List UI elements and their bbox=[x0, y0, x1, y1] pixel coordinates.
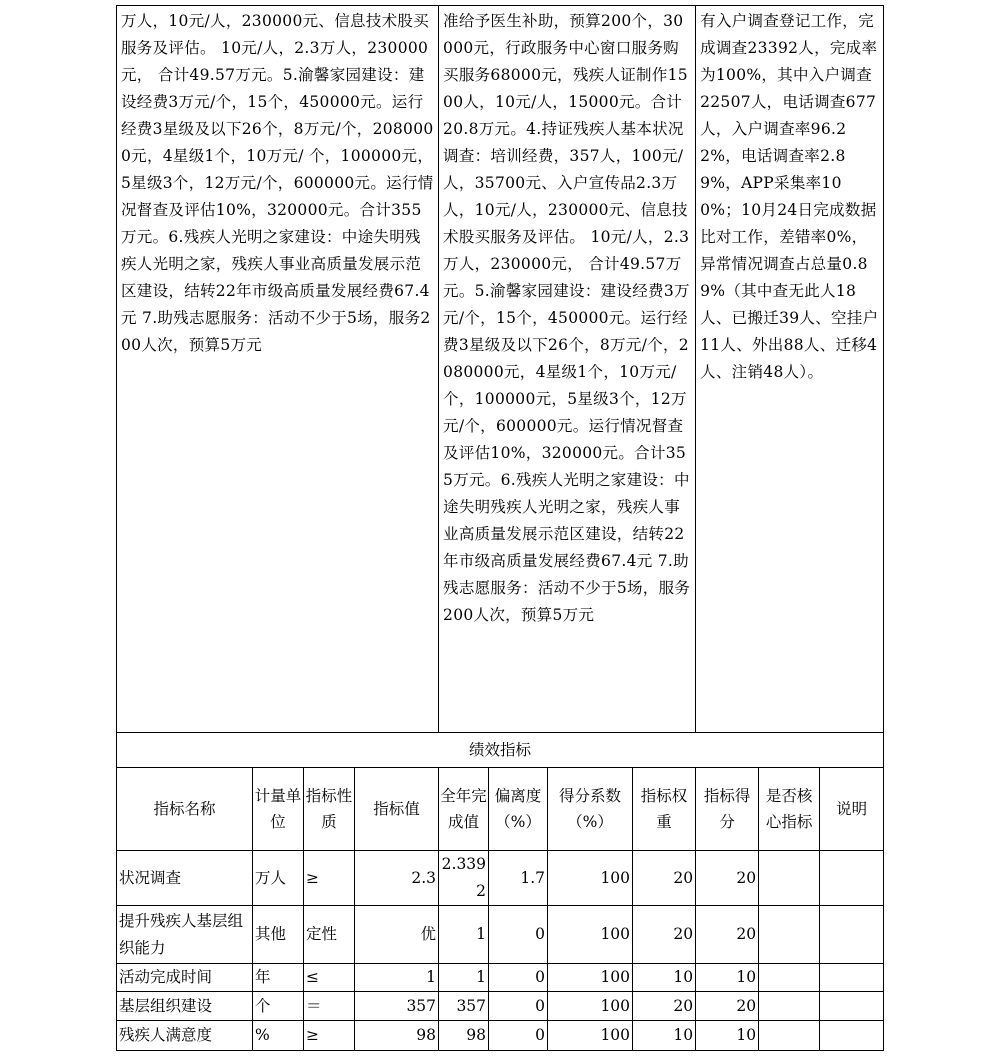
header-cell: 是否核心指标 bbox=[759, 768, 820, 851]
weight: 20 bbox=[633, 992, 696, 1021]
unit: % bbox=[253, 1021, 304, 1051]
score: 20 bbox=[696, 992, 759, 1021]
deviation: 0 bbox=[489, 906, 548, 964]
deviation: 0 bbox=[489, 964, 548, 992]
deviation: 0 bbox=[489, 1021, 548, 1051]
header-cell: 得分系数（%） bbox=[548, 768, 633, 851]
indicator-name: 提升残疾人基层组织能力 bbox=[117, 906, 253, 964]
score-coefficient: 100 bbox=[548, 851, 633, 906]
score: 20 bbox=[696, 851, 759, 906]
header-cell: 说明 bbox=[820, 768, 884, 851]
weight: 10 bbox=[633, 1021, 696, 1051]
score: 20 bbox=[696, 906, 759, 964]
table-row bbox=[117, 964, 884, 992]
nature: ≥ bbox=[304, 851, 355, 906]
header-cell: 计量单位 bbox=[253, 768, 304, 851]
unit: 其他 bbox=[253, 906, 304, 964]
nature: ≥ bbox=[304, 1021, 355, 1051]
header-cell: 全年完成值 bbox=[439, 768, 489, 851]
weight: 20 bbox=[633, 906, 696, 964]
header-cell: 指标值 bbox=[355, 768, 439, 851]
budget-text-col1: 万人，10元/人，230000元、信息技术股买服务及评估。 10元/人，2.3万人，230000元， 合计49.57万元。5.渝馨家园建设：建设经费3万元/个，15个，450000元。运行经费3星级及以下26个，8万元/个，2080000元，4星级1个，10万元/ 个，100000元，5星级3个，12万元/个，600000元。运行情况督查及评估10%，320000元。合计355万元。6.残疾人光明之家建设：中途失明残疾人光明之家，残疾人事业高质量发展示范区建设，结转22年市级高质量发展经费67.4元 7.助残志愿服务：活动不少于5场，服务200人次，预算5万元 bbox=[117, 6, 439, 733]
header-cell: 指标权重 bbox=[633, 768, 696, 851]
completion-text-col3: 有入户调查登记工作，完成调查23392人，完成率为100%，其中入户调查22507人，电话调查677人，入户调查率96.22%，电话调查率2.89%，APP采集率100%；10月24日完成数据比对工作，差错率0%，异常情况调查占总量0.89%（其中查无此人18人、已搬迁39人、空挂户11人、外出88人、迁移4人、注销48人）。 bbox=[696, 6, 884, 733]
target-value: 357 bbox=[355, 992, 439, 1021]
indicator-name: 残疾人满意度 bbox=[117, 1021, 253, 1051]
unit: 年 bbox=[253, 964, 304, 992]
header-cell: 偏离度（%） bbox=[489, 768, 548, 851]
actual-value: 1 bbox=[439, 964, 489, 992]
header-cell: 指标得分 bbox=[696, 768, 759, 851]
weight: 20 bbox=[633, 851, 696, 906]
indicator-name: 活动完成时间 bbox=[117, 964, 253, 992]
is-core bbox=[759, 1021, 820, 1051]
target-value: 1 bbox=[355, 964, 439, 992]
score-coefficient: 100 bbox=[548, 964, 633, 992]
note bbox=[820, 964, 884, 992]
budget-description-row bbox=[117, 6, 884, 733]
indicator-name: 状况调查 bbox=[117, 851, 253, 906]
header-cell: 指标性质 bbox=[304, 768, 355, 851]
header-row bbox=[117, 768, 884, 851]
actual-value: 357 bbox=[439, 992, 489, 1021]
score: 10 bbox=[696, 964, 759, 992]
table-row bbox=[117, 1021, 884, 1051]
is-core bbox=[759, 992, 820, 1021]
score-coefficient: 100 bbox=[548, 992, 633, 1021]
nature: ≤ bbox=[304, 964, 355, 992]
actual-value: 2.3392 bbox=[439, 851, 489, 906]
target-value: 2.3 bbox=[355, 851, 439, 906]
is-core bbox=[759, 906, 820, 964]
target-value: 优 bbox=[355, 906, 439, 964]
header-cell: 指标名称 bbox=[117, 768, 253, 851]
is-core bbox=[759, 851, 820, 906]
nature: ＝ bbox=[304, 992, 355, 1021]
score: 10 bbox=[696, 1021, 759, 1051]
note bbox=[820, 906, 884, 964]
nature: 定性 bbox=[304, 906, 355, 964]
table-row bbox=[117, 906, 884, 964]
unit: 万人 bbox=[253, 851, 304, 906]
performance-table bbox=[116, 5, 884, 1051]
table-row bbox=[117, 851, 884, 906]
section-title-row bbox=[117, 733, 884, 768]
is-core bbox=[759, 964, 820, 992]
indicator-name: 基层组织建设 bbox=[117, 992, 253, 1021]
unit: 个 bbox=[253, 992, 304, 1021]
deviation: 1.7 bbox=[489, 851, 548, 906]
note bbox=[820, 1021, 884, 1051]
target-value: 98 bbox=[355, 1021, 439, 1051]
note bbox=[820, 851, 884, 906]
actual-value: 1 bbox=[439, 906, 489, 964]
deviation: 0 bbox=[489, 992, 548, 1021]
actual-value: 98 bbox=[439, 1021, 489, 1051]
table-row bbox=[117, 992, 884, 1021]
score-coefficient: 100 bbox=[548, 906, 633, 964]
weight: 10 bbox=[633, 964, 696, 992]
note bbox=[820, 992, 884, 1021]
score-coefficient: 100 bbox=[548, 1021, 633, 1051]
section-title: 绩效指标 bbox=[117, 733, 884, 768]
budget-text-col2: 准给予医生补助，预算200个，30000元，行政服务中心窗口服务购买服务68000元，残疾人证制作1500人，10元/人，15000元。合计20.8万元。4.持证残疾人基本状况调查：培训经费，357人，100元/人，35700元、入户宣传品2.3万人，10元/人，230000元、信息技术股买服务及评估。 10元/人，2.3万人，230000元， 合计49.57万元。5.渝馨家园建设：建设经费3万元/个，15个，450000元。运行经费3星级及以下26个，8万元/个，2080000元，4星级1个，10万元/ 个，100000元，5星级3个，12万元/个，600000元。运行情况督查及评估10%，320000元。合计355万元。6.残疾人光明之家建设：中途失明残疾人光明之家，残疾人事业高质量发展示范区建设，结转22年市级高质量发展经费67.4元 7.助残志愿服务：活动不少于5场，服务200人次，预算5万元 bbox=[439, 6, 696, 733]
